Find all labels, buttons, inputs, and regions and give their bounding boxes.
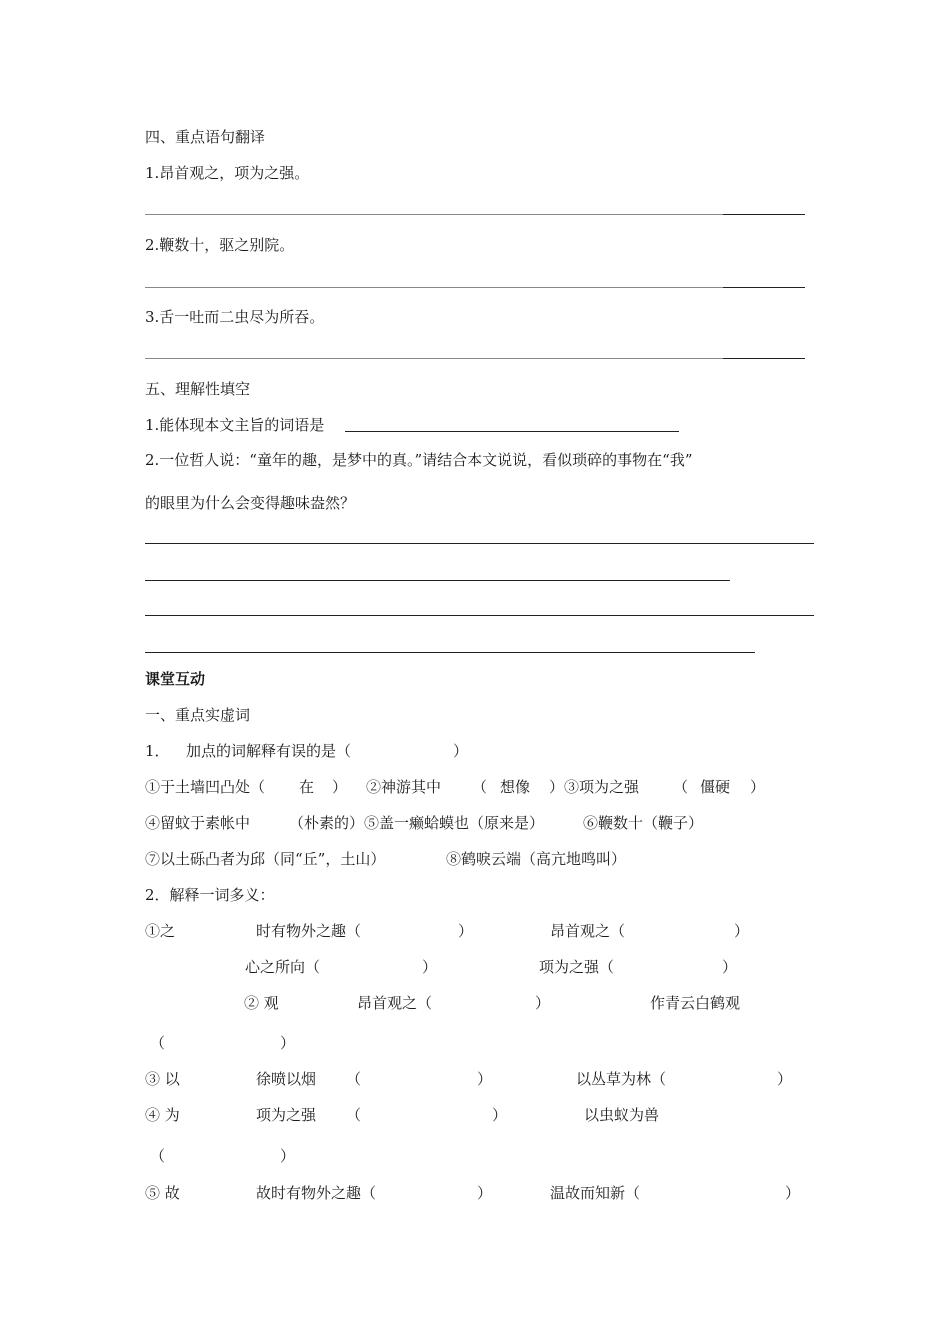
polysemy-gu-b: 温故而知新（ bbox=[550, 1184, 641, 1202]
question-4-3: 3.舌一吐而二虫尽为所吞。 bbox=[145, 308, 325, 326]
item-4-text: ④留蚊于素帐中 bbox=[145, 814, 251, 832]
answer-line[interactable] bbox=[145, 652, 755, 653]
paren-close: ） bbox=[734, 922, 750, 940]
polysemy-wei-label: ④ 为 bbox=[145, 1106, 180, 1124]
answer-line[interactable] bbox=[145, 287, 723, 288]
paren-open: （ bbox=[150, 1147, 166, 1165]
question-4-1: 1.昂首观之，项为之强。 bbox=[145, 164, 310, 182]
paren-close: ） bbox=[535, 994, 551, 1012]
polysemy-yi-label: ③ 以 bbox=[145, 1070, 180, 1088]
answer-line-end bbox=[723, 287, 805, 288]
item-2-answer: 想像 bbox=[500, 778, 531, 796]
item-7-text: ⑦以土砾凸者为邱（同“丘”，土山） bbox=[145, 850, 386, 868]
paren-close: ） bbox=[280, 1147, 296, 1165]
question-5-2-line2: 的眼里为什么会变得趣味盎然？ bbox=[145, 494, 356, 512]
question-1-text: 加点的词解释有误的是（ bbox=[186, 742, 352, 760]
paren-open: （ bbox=[150, 1034, 166, 1052]
answer-line-end bbox=[723, 358, 805, 359]
polysemy-wei-a: 项为之强 bbox=[256, 1106, 317, 1124]
paren-close: ） bbox=[750, 778, 766, 796]
polysemy-zhi-a: 时有物外之趣（ bbox=[256, 922, 362, 940]
polysemy-yi-a: 徐喷以烟 bbox=[256, 1070, 317, 1088]
question-4-2: 2.鞭数十，驱之别院。 bbox=[145, 236, 295, 254]
polysemy-guan-b: 作青云白鹤观 bbox=[650, 994, 741, 1012]
item-1-answer: 在 bbox=[299, 778, 315, 796]
polysemy-gu-a: 故时有物外之趣（ bbox=[256, 1184, 377, 1202]
polysemy-zhi-c: 心之所向（ bbox=[245, 958, 321, 976]
section-5-title: 五、理解性填空 bbox=[145, 380, 251, 398]
question-1-number: 1． bbox=[145, 742, 170, 760]
section-4-title: 四、重点语句翻译 bbox=[145, 128, 266, 146]
answer-line-end bbox=[723, 214, 805, 215]
paren-open: （ bbox=[472, 778, 488, 796]
paren-close: ） bbox=[477, 1070, 493, 1088]
polysemy-yi-b: 以丛草为林（ bbox=[576, 1070, 667, 1088]
answer-line[interactable] bbox=[145, 580, 730, 581]
question-5-1: 1.能体现本文主旨的词语是 bbox=[145, 416, 325, 434]
paren-close: ） bbox=[332, 778, 348, 796]
paren-close: ） bbox=[777, 1070, 793, 1088]
item-8-text: ⑧鹤唳云端（高亢地鸣叫） bbox=[446, 850, 627, 868]
answer-line[interactable] bbox=[145, 358, 723, 359]
paren-close: ） bbox=[492, 1106, 508, 1124]
polysemy-guan-a: 昂首观之（ bbox=[357, 994, 433, 1012]
item-3-text: ）③项为之强 bbox=[549, 778, 640, 796]
sub-title-1: 一、重点实虚词 bbox=[145, 706, 251, 724]
paren-close: ） bbox=[785, 1184, 801, 1202]
paren-open: （ bbox=[673, 778, 689, 796]
paren-open: （ bbox=[346, 1106, 362, 1124]
answer-line[interactable] bbox=[145, 543, 814, 544]
question-5-2-line1: 2.一位哲人说：“童年的趣，是梦中的真。”请结合本文说说，看似琐碎的事物在“我” bbox=[145, 451, 693, 469]
item-1-text: ①于土墙凹凸处（ bbox=[145, 778, 266, 796]
question-2-title: 2．解释一词多义： bbox=[145, 886, 275, 904]
polysemy-zhi-label: ①之 bbox=[145, 922, 176, 940]
paren-open: （ bbox=[346, 1070, 362, 1088]
polysemy-zhi-d: 项为之强（ bbox=[539, 958, 615, 976]
item-2-text: ②神游其中 bbox=[366, 778, 442, 796]
paren-close: ） bbox=[280, 1034, 296, 1052]
item-6-text: ⑥鞭数十（鞭子） bbox=[583, 814, 704, 832]
item-4-5-answer: （朴素的）⑤盖一癞蛤蟆也（原来是） bbox=[289, 814, 545, 832]
fill-blank-line[interactable] bbox=[345, 431, 679, 432]
paren-close: ） bbox=[458, 922, 474, 940]
polysemy-wei-b: 以虫蚁为兽 bbox=[584, 1106, 660, 1124]
paren-close: ） bbox=[477, 1184, 493, 1202]
answer-line[interactable] bbox=[145, 615, 814, 616]
answer-line[interactable] bbox=[145, 214, 723, 215]
paren-close: ） bbox=[722, 958, 738, 976]
polysemy-zhi-b: 昂首观之（ bbox=[550, 922, 626, 940]
polysemy-gu-label: ⑤ 故 bbox=[145, 1184, 180, 1202]
paren-close: ） bbox=[422, 958, 438, 976]
paren-close: ） bbox=[453, 742, 469, 760]
item-3-answer: 僵硬 bbox=[700, 778, 731, 796]
classroom-title: 课堂互动 bbox=[145, 670, 206, 688]
polysemy-guan-label: ② 观 bbox=[244, 994, 279, 1012]
